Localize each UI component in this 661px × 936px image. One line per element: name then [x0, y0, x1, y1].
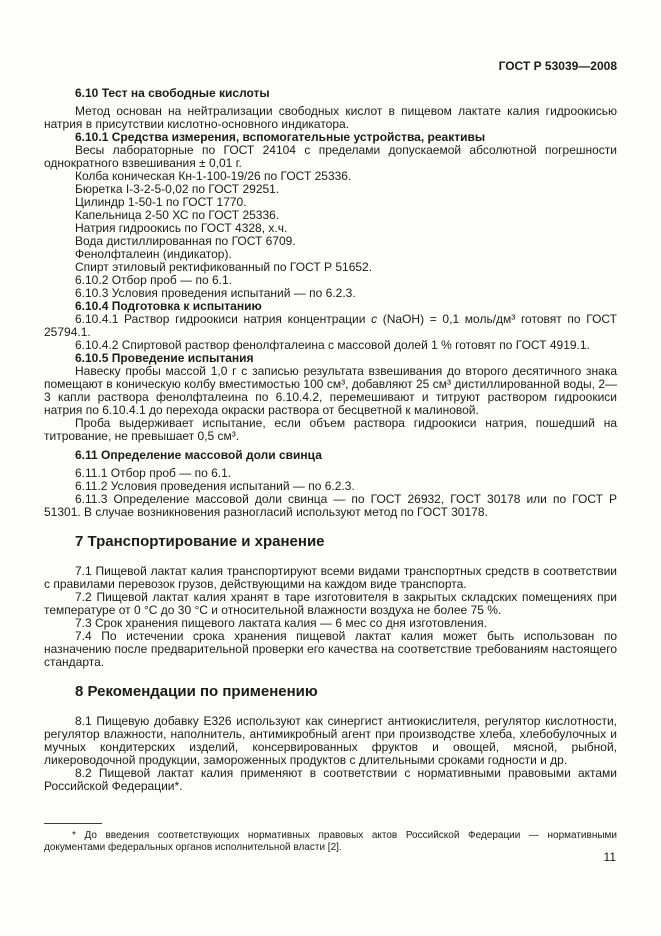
section-6-10: [44, 87, 617, 443]
section-6-11: [44, 449, 617, 519]
concentration-symbol: с: [371, 312, 378, 326]
clause-6-11-3: 6.11.3 Определение массовой доли свинца — по ГОСТ 26932, ГОСТ 30178 или по ГОСТ Р 51301. В случае возникновения разногласий используют метод по ГОСТ 30178.: [44, 492, 617, 519]
heading-6-10: 6.10 Тест на свободные кислоты: [75, 86, 270, 100]
clause-6-10-3: 6.10.3 Условия проведения испытаний — по 6.2.3.: [75, 286, 356, 300]
reagent-line: Вода дистиллированная по ГОСТ 6709.: [75, 234, 296, 248]
heading-6-10-4: 6.10.4 Подготовка к испытанию: [75, 299, 262, 313]
paragraph-test-pass: Проба выдерживает испытание, если объем раствора гидроокиси натрия, пошедший на титрование, не превышает 0,5 см³.: [44, 416, 617, 443]
reagent-line: Натрия гидроокись по ГОСТ 4328, х.ч.: [75, 221, 288, 235]
clause-6-10-4-1-text: 6.10.4.1 Раствор гидроокиси натрия концентрации: [75, 312, 372, 326]
clause-6-10-4-1-text-rest: (NaOH) = 0,1 моль/дм³ готовят по ГОСТ 25794.1.: [44, 312, 618, 339]
heading-6-10-5: 6.10.5 Проведение испытания: [75, 351, 254, 365]
clause-7-1: 7.1 Пищевой лактат калия транспортируют всеми видами транспортных средств в соответствии с правилами перевозок грузов, действующими на каждом виде транспорта.: [44, 564, 617, 591]
reagent-line: Фенолфталеин (индикатор).: [75, 247, 232, 261]
reagent-line: Спирт этиловый ректификованный по ГОСТ Р 51652.: [75, 260, 373, 274]
heading-6-10-1: 6.10.1 Средства измерения, вспомогательные устройства, реактивы: [75, 130, 486, 144]
clause-7-4: 7.4 По истечении срока хранения пищевой лактат калия может быть использован по назначению после предварительной проверки его качества на соответствие требованиям настоящего стандарта.: [44, 629, 617, 669]
footnote-text: * До введения соответствующих нормативных правовых актов Российской Федерации — нормативными документами федеральных органов исполнительной власти [2].: [44, 830, 617, 853]
heading-7: 7 Транспортирование и хранение: [75, 533, 325, 550]
clause-6-11-1: 6.11.1 Отбор проб — по 6.1.: [75, 466, 232, 480]
reagent-line: Бюретка I-3-2-5-0,02 по ГОСТ 29251.: [75, 182, 280, 196]
clause-6-10-4-2: 6.10.4.2 Спиртовой раствор фенолфталеина с массовой долей 1 % готовят по ГОСТ 4919.1.: [75, 338, 590, 352]
reagent-line: Колба коническая Кн-1-100-19/26 по ГОСТ 25336.: [75, 169, 352, 183]
clause-7-3: 7.3 Срок хранения пищевого лактата калия — 6 мес со дня изготовления.: [75, 616, 487, 630]
footnote-block: [44, 823, 617, 854]
standard-number-header: ГОСТ Р 53039—2008: [498, 59, 617, 73]
page-number: 11: [603, 850, 616, 864]
paragraph-scales: Весы лабораторные по ГОСТ 24104 с пределами допускаемой абсолютной погрешности однократного взвешивания ± 0,01 г.: [44, 143, 617, 170]
reagent-line: Цилиндр 1-50-1 по ГОСТ 1770.: [75, 195, 247, 209]
footnote-rule: [44, 823, 102, 824]
clause-7-2: 7.2 Пищевой лактат калия хранят в таре изготовителя в закрытых складских помещениях при температуре от 0 °С до 30 °С и относительной влажности воздуха не более 75 %.: [44, 590, 617, 617]
reagent-line: Капельница 2-50 ХС по ГОСТ 25336.: [75, 208, 280, 222]
paragraph-test-run: Навеску пробы массой 1,0 г с записью результата взвешивания до второго десятичного знака помещают в коническую колбу вместимостью 100 см³, добавляют 25 см³ дистиллированной воды, 2—3 капли раствора фенолфталеина по 6.10.4.2, перемешивают и титруют раствором гидроокиси натрия по 6.10.4.1 до перехода окраски раствора от бесцветной к малиновой.: [44, 364, 617, 417]
clause-6-10-4-1: [44, 313, 617, 339]
heading-8: 8 Рекомендации по применению: [75, 683, 318, 700]
clause-8-1: 8.1 Пищевую добавку Е326 используют как синергист антиокислителя, регулятор кислотности, регулятор влажности, наполнитель, антимикробный агент при производстве хлеба, хлебобулочных и мучных кондитерских изделий, консервированных фруктов и овощей, мясной, рыбной, ликероводочной продукции, замороженных продуктов с длительными сроками годности и др.: [44, 714, 617, 767]
paragraph-method: Метод основан на нейтрализации свободных кислот в пищевом лактате калия гидроокисью натрия в присутствии кислотно-основного индикатора.: [44, 104, 617, 131]
clause-8-2: 8.2 Пищевой лактат калия применяют в соответствии с нормативными правовыми актами Российской Федерации*.: [44, 766, 617, 793]
heading-6-11: 6.11 Определение массовой доли свинца: [75, 448, 322, 462]
clause-6-11-2: 6.11.2 Условия проведения испытаний — по 6.2.3.: [75, 479, 355, 493]
clause-6-10-2: 6.10.2 Отбор проб — по 6.1.: [75, 273, 232, 287]
section-7: [44, 533, 617, 669]
section-8: [44, 683, 617, 793]
